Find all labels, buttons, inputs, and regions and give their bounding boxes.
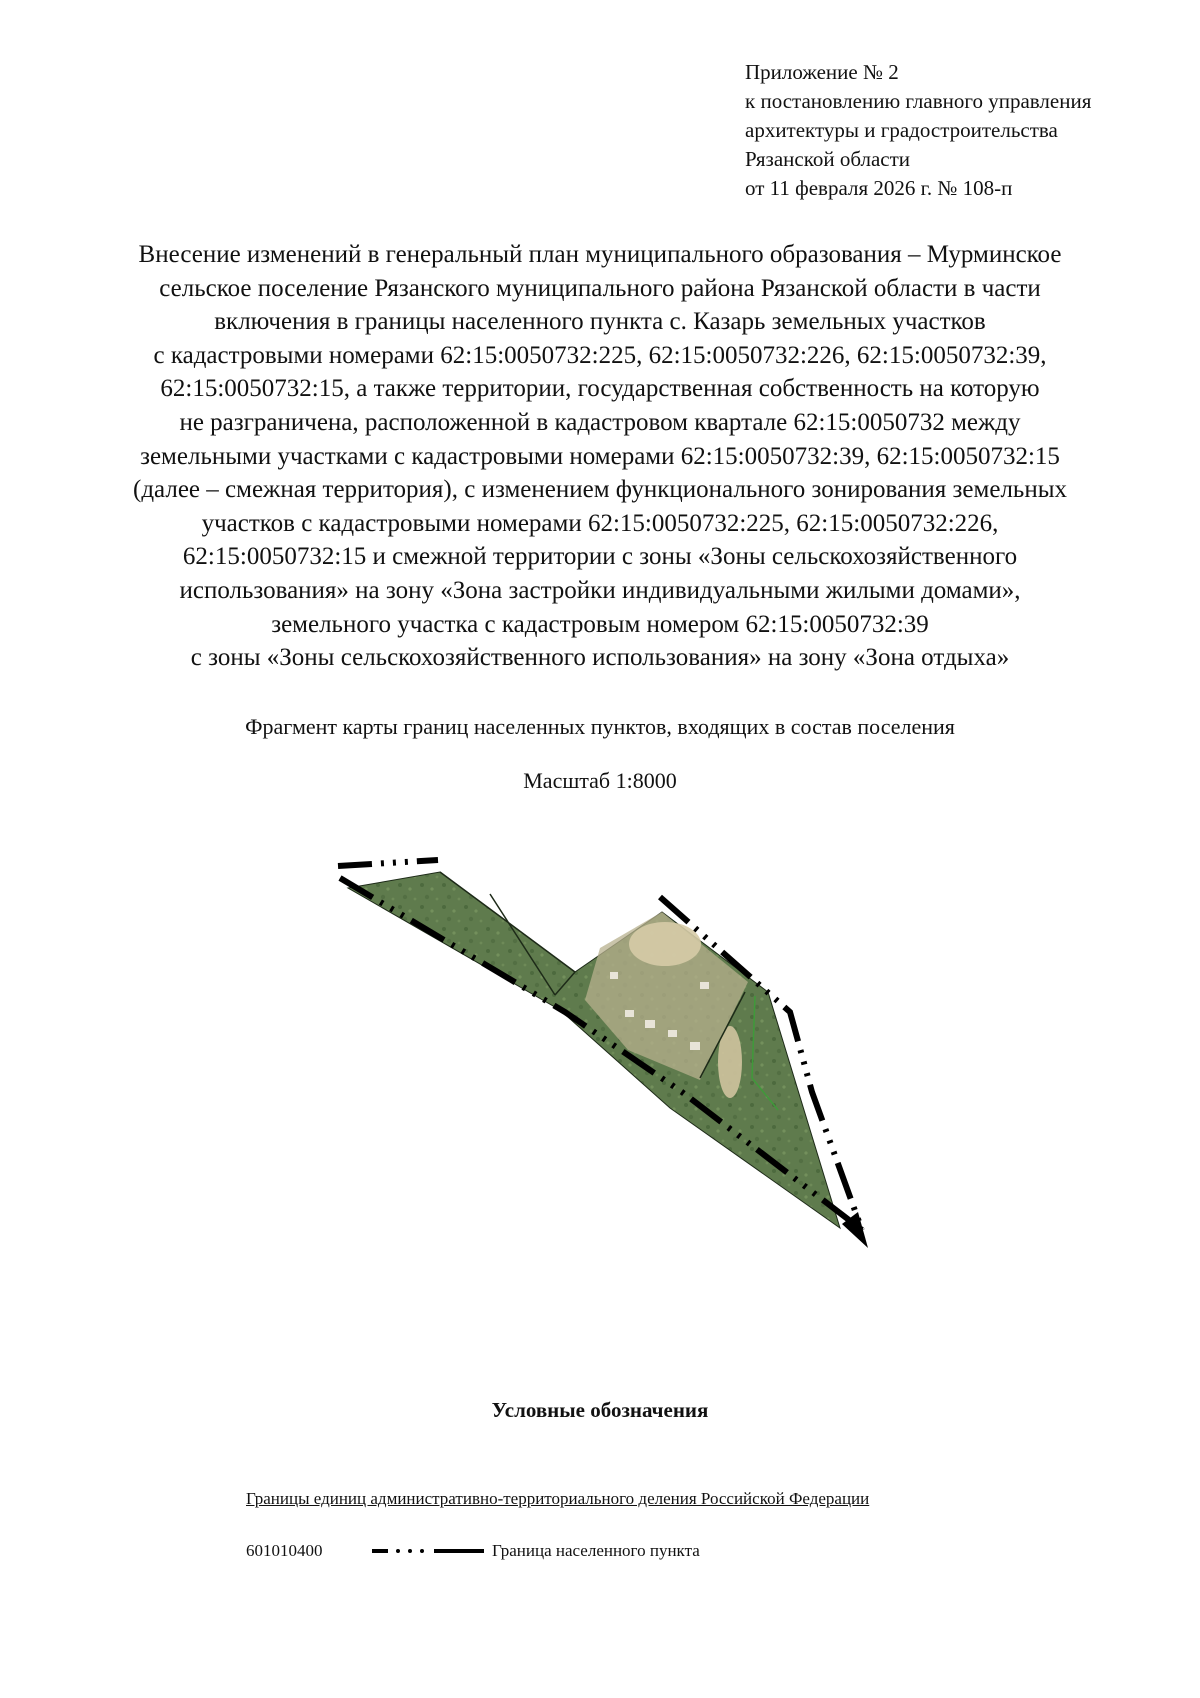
- title-line: включения в границы населенного пункта с. Казарь земельных участков: [214, 308, 986, 336]
- legend-label: Граница населенного пункта: [492, 1541, 700, 1560]
- title-line: 62:15:0050732:15 и смежной территории с зоны «Зоны сельскохозяйственного: [182, 543, 1018, 571]
- legend-code: 601010400: [246, 1541, 323, 1560]
- legend-title: Условные обозначения: [491, 1398, 709, 1422]
- title-line: земельными участками с кадастровыми номерами 62:15:0050732:39, 62:15:0050732:15: [140, 442, 1060, 470]
- document-title: [60, 238, 1140, 675]
- legend-item: [246, 1537, 700, 1565]
- house: [690, 1042, 700, 1050]
- title-line: Внесение изменений в генеральный план муниципального образования – Мурминское: [138, 241, 1062, 268]
- title-line: сельское поселение Рязанского муниципального района Рязанской области в части: [159, 274, 1041, 302]
- title-line: с зоны «Зоны сельскохозяйственного использования» на зону «Зона отдыха»: [190, 644, 1010, 672]
- title-line: не разграничена, расположенной в кадастровом квартале 62:15:0050732 между: [179, 408, 1021, 436]
- boundary-line-north: [338, 860, 438, 866]
- house: [645, 1020, 655, 1028]
- map-scale: Масштаб 1:8000: [523, 768, 677, 793]
- appendix-line: от 11 февраля 2026 г. № 108-п: [745, 176, 1013, 200]
- house: [625, 1010, 634, 1017]
- house: [700, 982, 709, 989]
- title-line: 62:15:0050732:15, а также территории, государственная собственность на которую: [160, 375, 1040, 403]
- boundary-dash-dot-line-icon: [372, 1545, 488, 1557]
- appendix-line: архитектуры и градостроительства: [745, 118, 1058, 142]
- settlement-boundary-map: [0, 840, 1200, 1280]
- house: [610, 972, 618, 979]
- title-line: использования» на зону «Зона застройки индивидуальными жилыми домами»,: [179, 576, 1021, 604]
- map-caption: Фрагмент карты границ населенных пунктов, входящих в состав поселения: [245, 714, 955, 739]
- legend-heading: Границы единиц административно-территориального деления Российской Федерации: [246, 1489, 870, 1508]
- title-line: (далее – смежная территория), с изменением функционального зонирования земельных: [133, 476, 1067, 504]
- title-line: с кадастровыми номерами 62:15:0050732:225, 62:15:0050732:226, 62:15:0050732:39,: [153, 341, 1047, 369]
- sand-field: [629, 922, 701, 966]
- house: [668, 1030, 677, 1037]
- appendix-line: к постановлению главного управления: [745, 89, 1092, 113]
- appendix-line: Рязанской области: [745, 147, 911, 171]
- title-line: земельного участка с кадастровым номером 62:15:0050732:39: [271, 610, 929, 638]
- title-line: участков с кадастровыми номерами 62:15:0050732:225, 62:15:0050732:226,: [201, 509, 999, 537]
- appendix-line: Приложение № 2: [745, 60, 899, 84]
- appendix-block: [745, 58, 1091, 203]
